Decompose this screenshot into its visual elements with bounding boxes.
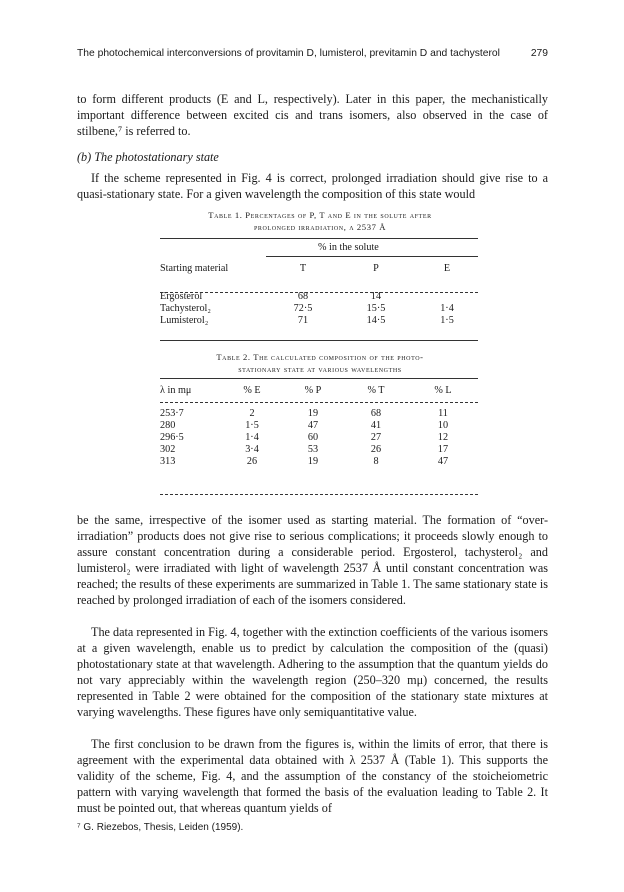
table2-col-P: % P xyxy=(304,384,322,396)
table1-caption-line2: prolonged irradiation, λ 2537 Å xyxy=(253,221,387,232)
table1 xyxy=(160,262,478,326)
table2-caption-line1: Table 2. The calculated composition of the photo- xyxy=(216,352,424,362)
paragraph-photostationary-intro: If the scheme represented in Fig. 4 is correct, prolonged irradiation should give rise to a quasi-stationary state. For a given wavelength the composition of this state would xyxy=(77,171,548,201)
table2-cell: 19 xyxy=(307,407,319,419)
table2-cell: 302 xyxy=(160,443,176,455)
table1-cell: 71 xyxy=(297,314,309,326)
table-row xyxy=(160,314,478,326)
table1-cell: 14 xyxy=(370,290,382,302)
table1-top-rule xyxy=(160,238,478,239)
table1-cell: 1·5 xyxy=(440,314,454,326)
table1-group-header: % in the solute xyxy=(318,242,379,253)
table2-header-rule xyxy=(160,402,478,403)
table2-cell: 280 xyxy=(160,419,176,431)
table-row xyxy=(160,443,478,455)
paragraph-calculation: The data represented in Fig. 4, together with the extinction coefficients of the various isomers at a given wavelength, enable us to predict by calculation the composition of the (quasi) photostationary state at that wavelength. Adhering to the assumption that the quantum yields do not vary appreciably within the wavelength region (250–320 mμ) concerned, the results represented in Table 2 were obtained for the composition of the stationary state mixtures at varying wavelengths. These figures have only semiquantitative value. xyxy=(77,625,548,719)
table1-cell: 15·5 xyxy=(366,302,386,314)
table2-cell: 53 xyxy=(307,443,319,455)
table2-cell: 1·5 xyxy=(245,419,259,431)
page-number: 279 xyxy=(530,48,548,59)
table2-top-rule xyxy=(160,378,478,379)
table1-material: Tachysterol₂ xyxy=(160,302,211,314)
table1-caption-line1: Table 1. Percentages of P, T and E in the solute after xyxy=(208,210,432,220)
table1-cell: 1·4 xyxy=(440,302,454,314)
running-header xyxy=(0,48,548,64)
table-row xyxy=(160,302,478,314)
table-row xyxy=(160,407,478,419)
section-heading: (b) The photostationary state xyxy=(77,150,219,164)
table1-bottom-rule xyxy=(160,340,478,341)
table-row xyxy=(160,431,478,443)
table1-cell: 14·5 xyxy=(366,314,386,326)
table2 xyxy=(160,384,478,467)
table2-cell: 296·5 xyxy=(160,431,184,443)
table2-caption xyxy=(160,352,480,375)
table2-cell: 41 xyxy=(370,419,382,431)
table2-col-L: % L xyxy=(434,384,452,396)
table2-cell: 313 xyxy=(160,455,176,467)
table2-cell: 26 xyxy=(370,443,382,455)
table1-material: Ergosterol xyxy=(160,290,203,302)
table1-cell: 68 xyxy=(297,290,309,302)
footnote: ⁷ G. Riezebos, Thesis, Leiden (1959). xyxy=(77,822,244,833)
table1-col-P: P xyxy=(373,263,379,274)
table1-header-rule xyxy=(160,292,478,293)
table2-bottom-rule xyxy=(160,494,478,495)
table1-caption xyxy=(160,210,480,233)
table2-cell: 47 xyxy=(307,419,319,431)
table2-cell: 47 xyxy=(437,455,449,467)
table2-cell: 17 xyxy=(437,443,449,455)
table1-col-T: T xyxy=(299,263,307,274)
table2-cell: 27 xyxy=(370,431,382,443)
paragraph-results-table1: be the same, irrespective of the isomer used as starting material. The formation of “over-irradiation” products does not give rise to serious complications; it proceeds slowly enough to assure constant concentration during a considerable period. Ergosterol, tachysterol₂ and lumisterol₂ were irradiated with light of wavelength 2537 Å until constant concentration was reached; the results of these experiments are summarized in Table 1. The same stationary state is reached by prolonged irradiation of each of the isomers considered. xyxy=(77,513,548,607)
table2-cell: 26 xyxy=(246,455,258,467)
table1-group-rule xyxy=(266,256,478,257)
table2-caption-line2: stationary state at various wavelengths xyxy=(238,363,402,374)
table1-row-header: Starting material xyxy=(160,262,229,274)
table-row xyxy=(160,419,478,431)
table2-cell: 8 xyxy=(373,455,379,467)
running-title: The photochemical interconversions of provitamin D, lumisterol, previtamin D and tachysterol xyxy=(77,48,500,59)
table2-cell: 11 xyxy=(438,407,448,419)
table1-cell: 72·5 xyxy=(293,302,313,314)
table1-material: Lumisterol₂ xyxy=(160,314,209,326)
table2-col-T: % T xyxy=(367,384,385,396)
table2-cell: 2 xyxy=(249,407,255,419)
paragraph-conclusion: The first conclusion to be drawn from the figures is, within the limits of error, that there is agreement with the experimental data obtained with λ 2537 Å (Table 1). This supports the validity of the scheme, Fig. 4, and the assumption of the constancy of the stoicheiometric pattern with varying wavelength that formed the basis of the evaluation leading to Table 2. It must be pointed out, that whereas quantum yields of xyxy=(77,737,548,815)
table2-cell: 3·4 xyxy=(245,443,259,455)
table2-cell: 1·4 xyxy=(245,431,259,443)
table2-cell: 19 xyxy=(307,455,319,467)
table2-col-wavelength: λ in mμ xyxy=(160,384,192,396)
table2-cell: 253·7 xyxy=(160,407,184,419)
table2-cell: 60 xyxy=(307,431,319,443)
table2-col-E: % E xyxy=(243,384,261,396)
table2-cell: 12 xyxy=(437,431,449,443)
table2-cell: 68 xyxy=(370,407,382,419)
table2-cell: 10 xyxy=(437,419,449,431)
table1-col-E: E xyxy=(443,263,451,274)
paragraph-continuation: to form different products (E and L, respectively). Later in this paper, the mechanistically important difference between excited cis and trans isomers, also observed in the case of stilbene,⁷ is referred to. xyxy=(77,92,548,138)
table-row xyxy=(160,455,478,467)
